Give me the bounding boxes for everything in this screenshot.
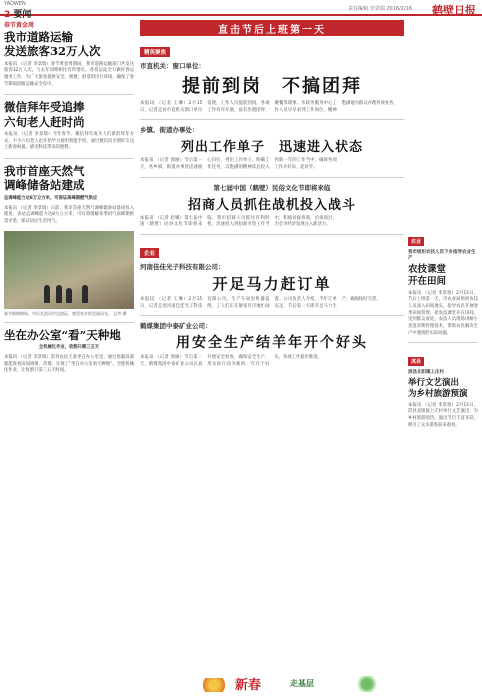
article-wechat (4, 100, 134, 152)
article-investment (140, 183, 404, 229)
divider (140, 119, 404, 120)
paper-logo: 鹤壁日报 (432, 4, 476, 17)
subheadline: 鹤煤集团中泰矿业公司： (140, 322, 212, 331)
headline: 提前到岗 不搞团拜 (182, 76, 362, 97)
article-body: 本报讯 （记者 郭丽）节后第一天，各乡镇、街道办事处迅速收心归位，列出工作单子，明确工作任务，以饱满的精神状态投入到新一年的工作当中，确保各项工作开好局、起好步。 (140, 158, 337, 170)
headline: 用安全生产结羊年开个好头 (176, 335, 368, 352)
headline: 我市首座天然气 调峰储备站建成 (4, 164, 85, 193)
page-number: 2 要闻 (4, 10, 32, 20)
article-body: 本报讯 （记者 郭丽）节后第一天，鹤煤集团中泰矿业公司认真开展安全检查，确保安全生产，用实际行动为新的一年开个好头，各项工作稳步推进。 (140, 355, 322, 367)
person-figure (66, 288, 72, 303)
subheadline: 全机械化作业，收割只需三五天 (38, 345, 100, 351)
headline: 我市道路运输 发送旅客32万人次 (4, 30, 101, 59)
section-tag: 精英聚焦 (140, 47, 170, 57)
subheadline: 市直机关：窗口单位： (140, 62, 205, 70)
leaf-decoration-icon (355, 676, 379, 692)
section-tag: 企业 (140, 248, 159, 258)
divider (408, 342, 478, 343)
section-tag: 淇县 (408, 357, 424, 366)
article-body: 本报讯 （记者 王琳）2月15日，记者走进河南佳佳光子科技有限公司，生产车间里机器轰鸣，工人们正在紧张有序地忙碌着。公司负责人介绍，今年订单充足，节后第一天即开足马力生产，确保按时交货。 (140, 296, 381, 309)
subheadline: 乡镇、街道办事处： (140, 126, 199, 135)
footer-logo (140, 670, 478, 698)
news-photo (4, 231, 134, 309)
kicker: 我市组织农技人员下乡指导农业生产 (408, 250, 476, 261)
subheadline: 第七届中国（鹤壁）民俗文化节即将来临 (213, 183, 331, 192)
kicker: 春节黄金周 (4, 22, 35, 29)
photo-caption: 春节假期期间，市民在淇河岸边游玩，感受家乡的美丽风光。 记者 摄 (4, 311, 127, 317)
edition-label: YAOWEN (4, 1, 26, 7)
divider (140, 177, 404, 178)
middle-column (140, 20, 404, 369)
article-body: 本报讯 （记者 李景瑞）今年春节，微信拜年成为人们新的拜年方式。不少六旬老人也开始学习使用智能手机，通过微信向亲朋好友送上新春祝福，感受科技带来的便利。 (4, 132, 134, 151)
article-farming (4, 328, 134, 375)
section-tag: 农业 (408, 237, 424, 246)
article-body: 本报讯 （记者 王琳）2月15日，记者走访市直机关窗口单位发现，工作人员提前到岗，各项工作有序开展，没有出现团拜、聚餐等现象。市政务服务中心工作人员早早来到工作岗位，精神饱满地为群众办理各项业务。 (140, 101, 398, 113)
kicker: 淇县北阳镇上庄村 (408, 370, 444, 376)
article-factory (140, 240, 404, 310)
footer-slogan-b: 走基层 (290, 679, 314, 688)
footer-slogan-a: 新春 (235, 678, 262, 693)
subheadline: 河南佳佳光子科技有限公司： (140, 262, 225, 271)
article-body: 本报讯 （记者 李景瑞）2月15日，节后上班第一天，市农业局组织农技人员深入田间地头，指导农民开展春季田间管理，把农技课堂开在田间，受到群众欢迎。农技人员现场讲解小麦返青期管理技术，帮助农民解决生产中遇到的实际问题。 (408, 290, 478, 336)
feature-banner: 直击节后上班第一天 (140, 20, 404, 36)
article-body: 本报讯 （记者 李景瑞）日前，我市首座天然气调峰储备站建成投入使用，该站总调峰能力达8万立方米，可有效缓解冬季用气高峰期供需矛盾，保证居民生活用气。 (4, 205, 134, 224)
right-column (408, 228, 478, 429)
article-towns (140, 125, 404, 171)
person-figure (44, 285, 50, 303)
article-offices (140, 39, 404, 114)
divider (4, 94, 134, 95)
divider (4, 158, 134, 159)
headline: 招商人员抓住战机投入战斗 (187, 197, 356, 213)
article-gas (4, 164, 134, 225)
divider (4, 322, 134, 323)
date-line: 责任编辑 李景瑞 2016/2/16 (348, 6, 412, 12)
person-figure (82, 285, 88, 303)
sun-decoration-icon (200, 678, 228, 692)
page-header (0, 0, 482, 20)
article-transport (4, 20, 134, 88)
article-body: 本报讯 （记者 李景瑞）淇县农民王某坐在办公室里，通过电脑屏幕就能查看田间墒情、苗情，实现了“坐在办公室看天种地”。全程机械化作业，让收割只需三五天时间。 (4, 355, 134, 374)
article-body: 本报讯 （记者 李景瑞）春节黄金周期间，我市道路运输部门共发送旅客32万人次，与去年同期相比有所增长。各客运站全力做好春运服务工作，为广大旅客提供安全、便捷、舒适的出行环境，确保了春节期间道路运输安全有序。 (4, 61, 134, 87)
left-column (4, 20, 134, 381)
divider (140, 315, 404, 316)
headline: 开足马力赶订单 (212, 274, 332, 293)
divider (140, 234, 404, 235)
headline: 举行文艺演出 为乡村旅游预演 (408, 378, 468, 399)
article-body: 本报讯 （记者 李景瑞）2月15日，淇县北阳镇上庄村举行文艺演出，为乡村旅游预热。演出节目丰富多彩，吸引了众多游客前来观看。 (408, 402, 478, 428)
headline: 坐在办公室“看”天种地 (4, 328, 121, 343)
person-figure (56, 285, 62, 303)
headline: 微信拜年受追捧 六旬老人赶时尚 (4, 100, 85, 129)
headline: 列出工作单子 迅速进入状态 (180, 140, 363, 156)
subheadline: 总调峰能力达8万立方米，可保证高峰期燃气供应 (4, 195, 98, 201)
article-body: 本报讯 （记者 赵娜）第七届中国（鹤壁）民俗文化节即将来临，我市招商人员抓住有利时机，迅速投入到招商引资工作当中，积极对接客商，洽谈项目，为全市经济发展注入新活力。 (140, 215, 337, 228)
article-mining (140, 321, 404, 368)
headline: 农技课堂 开在田间 (408, 264, 447, 287)
